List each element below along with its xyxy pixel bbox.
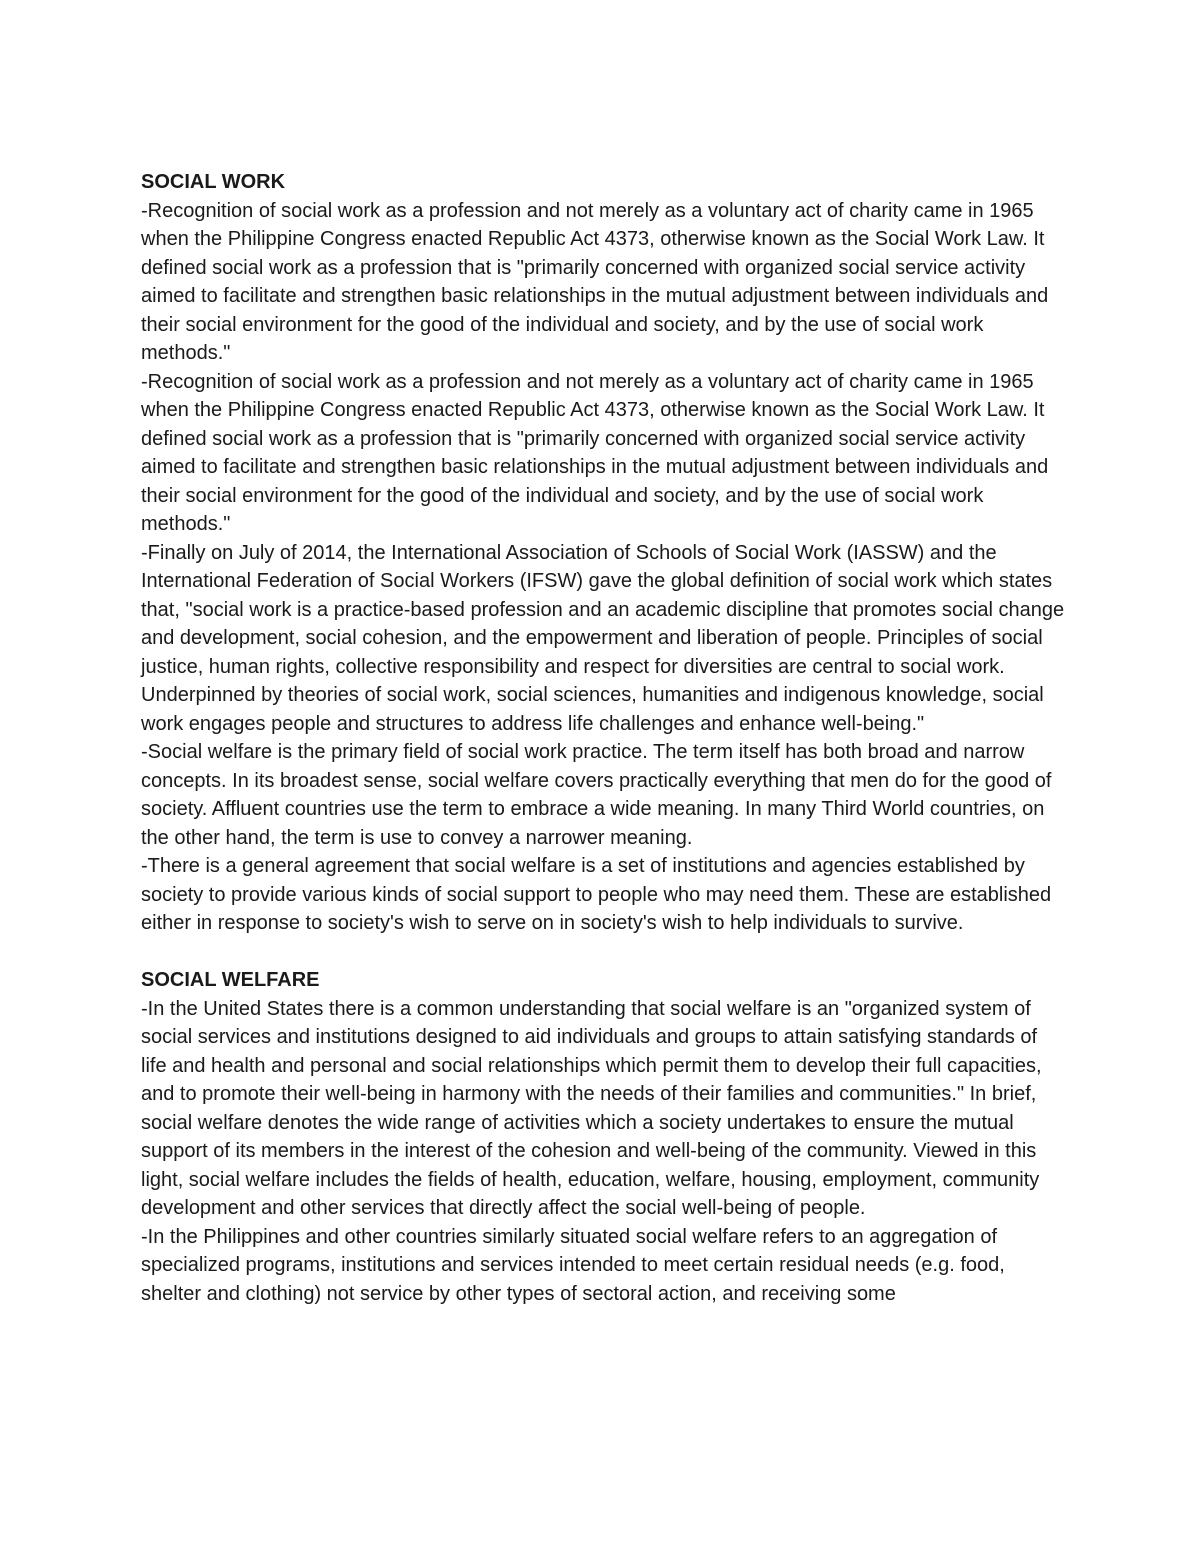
paragraph: -There is a general agreement that social welfare is a set of institutions and agencies established by society to provide various kinds of social support to people who may need them. These are established either in response to society's wish to serve on in society's wish to help individuals to survive. bbox=[141, 855, 1052, 934]
paragraph: -In the Philippines and other countries similarly situated social welfare refers to an aggregation of specialized programs, institutions and services intended to meet certain residual needs (e.g. food, shelter and clothing) not service by other types of sectoral action, and receiving some bbox=[141, 1225, 1005, 1305]
section-heading-social-welfare: SOCIAL WELFARE bbox=[141, 969, 320, 991]
paragraph: -Social welfare is the primary field of social work practice. The term itself has both broad and narrow concepts. In its broadest sense, social welfare covers practically everything that men do for the good of society. Affluent countries use the term to embrace a wide meaning. In many Third World countries, on the other hand, the term is use to convey a narrower meaning. bbox=[141, 741, 1052, 849]
document-body bbox=[141, 168, 1066, 1308]
section-spacer bbox=[141, 938, 1066, 967]
paragraph: -Finally on July of 2014, the International Association of Schools of Social Work (IASSW) and the International Federation of Social Workers (IFSW) gave the global definition of social work which states that, "social work is a practice-based profession and an academic discipline that promotes social change and development, social cohesion, and the empowerment and liberation of people. Principles of social justice, human rights, collective responsibility and respect for diversities are central to social work. Underpinned by theories of social work, social sciences, humanities and indigenous knowledge, social work engages people and structures to address life challenges and enhance well-being." bbox=[141, 541, 1065, 735]
paragraph: -Recognition of social work as a profession and not merely as a voluntary act of charity came in 1965 when the Philippine Congress enacted Republic Act 4373, otherwise known as the Social Work Law. It defined social work as a profession that is "primarily concerned with organized social service activity aimed to facilitate and strengthen basic relationships in the mutual adjustment between individuals and their social environment for the good of the individual and society, and by the use of social work methods." bbox=[141, 199, 1049, 364]
section-heading-social-work: SOCIAL WORK bbox=[141, 171, 286, 193]
paragraph: -Recognition of social work as a profession and not merely as a voluntary act of charity came in 1965 when the Philippine Congress enacted Republic Act 4373, otherwise known as the Social Work Law. It defined social work as a profession that is "primarily concerned with organized social service activity aimed to facilitate and strengthen basic relationships in the mutual adjustment between individuals and their social environment for the good of the individual and society, and by the use of social work methods." bbox=[141, 370, 1049, 535]
paragraph: -In the United States there is a common understanding that social welfare is an "organized system of social services and institutions designed to aid individuals and groups to attain satisfying standards of life and health and personal and social relationships which permit them to develop their full capacities, and to promote their well-being in harmony with the needs of their families and communities." In brief, social welfare denotes the wide range of activities which a society undertakes to ensure the mutual support of its members in the interest of the cohesion and well-being of the community. Viewed in this light, social welfare includes the fields of health, education, welfare, housing, employment, community development and other services that directly affect the social well-being of people. bbox=[141, 997, 1042, 1219]
